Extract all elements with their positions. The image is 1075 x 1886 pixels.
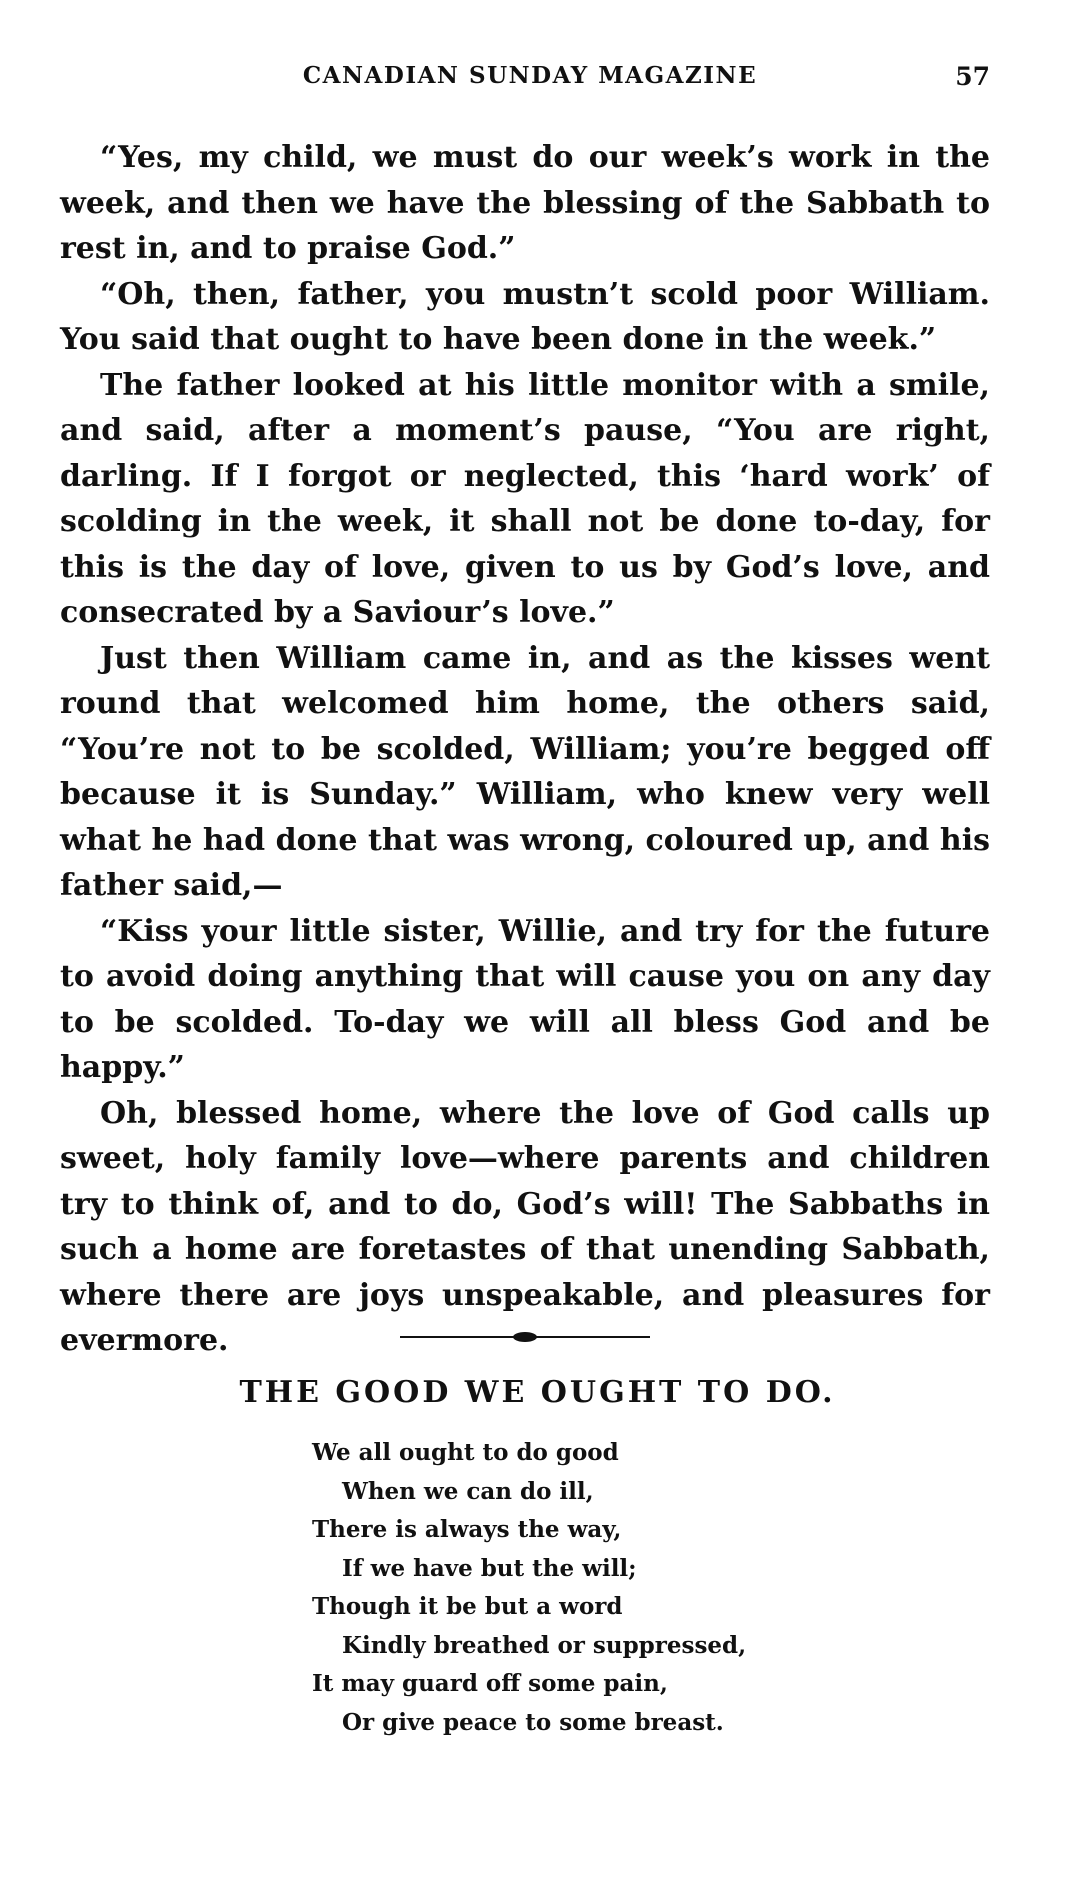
- poem-line: There is always the way,: [312, 1516, 622, 1543]
- poem-line: We all ought to do good: [312, 1439, 619, 1466]
- article-body: [60, 135, 990, 1364]
- poem-line: Kindly breathed or suppressed,: [342, 1631, 747, 1659]
- paragraph: “Oh, then, father, you mustn’t scold poor William. You said that ought to have been done in the week.”: [60, 276, 990, 357]
- poem-line: If we have but the will;: [342, 1554, 637, 1582]
- poem-line: When we can do ill,: [342, 1477, 594, 1505]
- paragraph: “Kiss your little sister, Willie, and try for the future to avoid doing anything that will cause you on any day to be scolded. To-day we will all bless God and be happy.”: [60, 913, 990, 1085]
- paragraph: “Yes, my child, we must do our week’s work in the week, and then we have the blessing of the Sabbath to rest in, and to praise God.”: [60, 140, 990, 266]
- poem-line: Though it be but a word: [312, 1593, 623, 1620]
- poem-line: It may guard off some pain,: [312, 1670, 668, 1697]
- poem-title: THE GOOD WE OUGHT TO DO.: [239, 1375, 836, 1410]
- section-divider: [400, 1332, 650, 1342]
- paragraph: The father looked at his little monitor with a smile, and said, after a moment’s pause, “You are right, darling. If I forgot or neglected, this ‘hard work’ of scolding in the week, it shall not be done to-day, for this is the day of love, given to us by God’s love, and consecrated by a Saviour’s love.”: [60, 367, 990, 630]
- paragraph: Oh, blessed home, where the love of God calls up sweet, holy family love—where parents and children try to think of, and to do, God’s will! The Sabbaths in such a home are foretastes of that unending Sabbath, where there are joys unspeakable, and pleasures for evermore.: [60, 1095, 990, 1358]
- divider-ornament: [513, 1332, 537, 1342]
- paragraph: Just then William came in, and as the kisses went round that welcomed him home, the others said, “You’re not to be scolded, William; you’re begged off because it is Sunday.” William, who knew very well what he had done that was wrong, coloured up, and his father said,—: [60, 640, 990, 903]
- poem-line: Or give peace to some breast.: [342, 1708, 724, 1736]
- poem: [312, 1434, 812, 1742]
- page-number: 57: [955, 62, 990, 91]
- running-title: CANADIAN SUNDAY MAGAZINE: [302, 62, 758, 89]
- running-head: [60, 62, 990, 102]
